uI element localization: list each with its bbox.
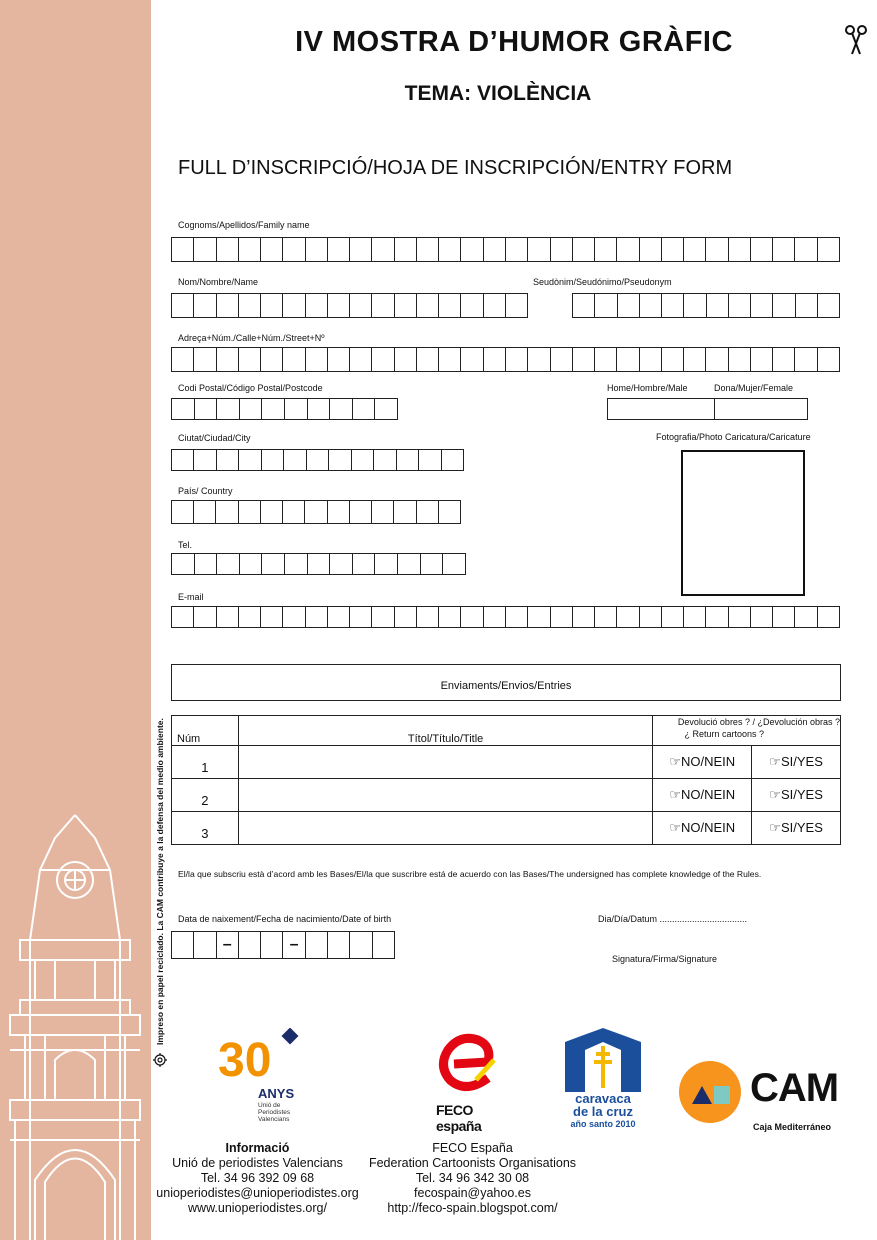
recycled-paper-note: Impreso en papel reciclado. La CAM contribuye a la defensa del medio ambiente. [155, 718, 165, 1045]
footer-left-heading: Informació [225, 1141, 290, 1155]
feco-e-icon [436, 1030, 498, 1096]
postcode-input[interactable] [171, 398, 398, 420]
photo-label: Fotografia/Photo Caricatura/Caricature [656, 432, 811, 442]
address-label: Adreça+Núm./Calle+Núm./Street+Nº [178, 333, 325, 343]
unio-anys: ANYS [258, 1086, 295, 1101]
row-num: 1 [172, 746, 239, 779]
male-label: Home/Hombre/Male [607, 383, 688, 393]
pseudonym-input[interactable] [572, 293, 840, 318]
tel-label: Tel. [178, 540, 193, 550]
birth-date-label: Data de naixement/Fecha de nacimiento/Date of birth [178, 914, 392, 924]
col-return-header [653, 716, 841, 746]
col-return-line1: Devolució obres ? / ¿Devolución obras ? [677, 717, 840, 727]
footer-right-email[interactable]: fecospain@yahoo.es [414, 1186, 531, 1200]
decorative-sidebar [0, 0, 151, 1240]
unio-caption: Unió de Periodistes Valencians [258, 1102, 291, 1123]
date-dash-2: – [282, 931, 305, 959]
entries-heading-box [171, 664, 841, 701]
footer-left-web[interactable]: www.unioperiodistes.org/ [188, 1201, 327, 1215]
female-label: Dona/Mujer/Female [714, 383, 794, 393]
entries-header-row [172, 716, 841, 746]
footer-left [155, 1141, 360, 1216]
unio-logo [218, 1028, 308, 1134]
footer-left-tel: Tel. 34 96 392 09 68 [200, 1171, 315, 1185]
footer-right-tel: Tel. 34 96 342 30 08 [415, 1171, 530, 1185]
caravaca-cross-icon [563, 1028, 643, 1092]
return-yes-option[interactable]: ☞SI/YES [752, 779, 841, 812]
footer-left-email[interactable]: unioperiodistes@unioperiodistes.org [156, 1186, 359, 1200]
cam-caption: Caja Mediterráneo [753, 1122, 832, 1132]
caravaca-line3: año santo 2010 [570, 1119, 636, 1129]
row-title-input[interactable] [238, 779, 653, 812]
table-row [172, 779, 841, 812]
feco-logo [436, 1030, 502, 1134]
footer-right-web[interactable]: http://feco-spain.blogspot.com/ [387, 1201, 558, 1215]
page-title: IV MOSTRA D’HUMOR GRÀFIC [295, 26, 733, 58]
country-label: País/ Country [178, 486, 233, 496]
address-input[interactable] [171, 347, 840, 372]
table-row [172, 812, 841, 845]
return-no-option[interactable]: ☞NO/NEIN [653, 779, 752, 812]
email-label: E-mail [178, 592, 204, 602]
return-no-option[interactable]: ☞NO/NEIN [653, 812, 752, 845]
entries-heading: Enviaments/Envios/Entries [440, 680, 572, 692]
country-input[interactable] [171, 500, 461, 524]
entries-table [171, 715, 841, 845]
row-num: 2 [172, 779, 239, 812]
date-line: Dia/Día/Datum ................................... [598, 914, 748, 924]
col-num-header: Núm [172, 716, 239, 746]
signature-label: Signatura/Firma/Signature [612, 954, 718, 964]
unio-number: 30 [218, 1034, 272, 1087]
table-row [172, 746, 841, 779]
caravaca-line2: de la cruz [573, 1104, 633, 1119]
tower-illustration [0, 0, 151, 1240]
female-checkbox[interactable] [714, 398, 808, 420]
feco-logo-text: FECO españa [436, 1102, 482, 1134]
postcode-label: Codi Postal/Código Postal/Postcode [178, 383, 323, 393]
footer-right-heading: FECO España [432, 1141, 513, 1155]
page-subtitle: TEMA: VIOLÈNCIA [404, 82, 592, 105]
male-checkbox[interactable] [607, 398, 716, 420]
row-title-input[interactable] [238, 746, 653, 779]
cam-logo [678, 1060, 848, 1136]
birth-date-input[interactable] [171, 931, 395, 959]
city-label: Ciutat/Ciudad/City [178, 433, 251, 443]
photo-box[interactable] [681, 450, 805, 596]
agreement-text: El/la que subscriu està d’acord amb les Bases/El/la que suscribre está de acuerdo con las Bases/The undersigned has complete knowledge of the Rules. [178, 869, 762, 879]
pseudonym-label: Seudònim/Seudónimo/Pseudonym [533, 277, 672, 287]
date-dash-1: – [216, 931, 239, 959]
recycle-icon [152, 1052, 168, 1073]
row-num: 3 [172, 812, 239, 845]
col-return-line2: ¿ Return cartoons ? [684, 729, 764, 739]
footer-left-org: Unió de periodistes Valencians [172, 1156, 343, 1170]
family-name-input[interactable] [171, 237, 840, 262]
tel-input[interactable] [171, 553, 466, 575]
return-yes-option[interactable]: ☞SI/YES [752, 746, 841, 779]
footer-right-org: Federation Cartoonists Organisations [368, 1156, 577, 1170]
city-input[interactable] [171, 449, 464, 471]
caravaca-line1: caravaca [575, 1091, 631, 1106]
caravaca-logo [563, 1028, 643, 1134]
name-label: Nom/Nombre/Name [178, 277, 259, 287]
row-title-input[interactable] [238, 812, 653, 845]
cam-logo-text: CAM [750, 1066, 839, 1110]
email-input[interactable] [171, 606, 840, 628]
col-title-header: Títol/Título/Title [238, 716, 653, 746]
footer-right [365, 1141, 580, 1216]
return-no-option[interactable]: ☞NO/NEIN [653, 746, 752, 779]
name-input[interactable] [171, 293, 528, 318]
cam-symbol-icon [678, 1060, 742, 1124]
form-title: FULL D’INSCRIPCIÓ/HOJA DE INSCRIPCIÓN/ENTRY FORM [178, 157, 733, 179]
family-name-label: Cognoms/Apellidos/Family name [178, 220, 310, 230]
return-yes-option[interactable]: ☞SI/YES [752, 812, 841, 845]
